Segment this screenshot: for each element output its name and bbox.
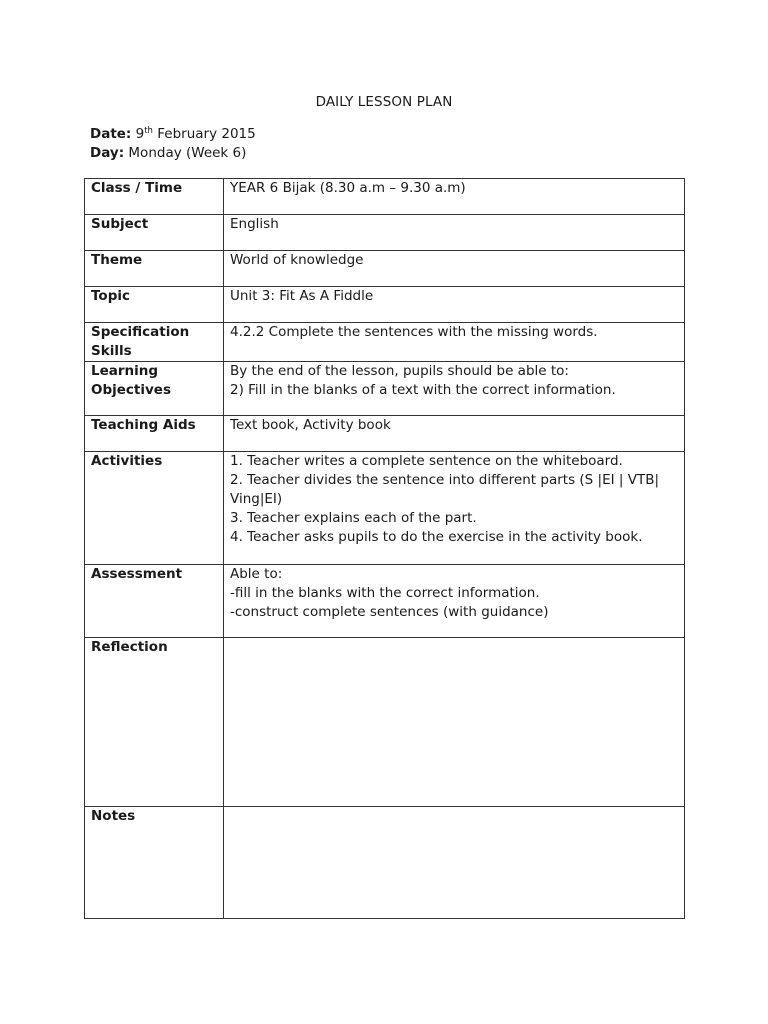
date-value: 9th February 2015 bbox=[135, 126, 256, 142]
label-learning-objectives: Learning Objectives bbox=[85, 362, 224, 416]
value-theme: World of knowledge bbox=[224, 251, 685, 287]
label-subject: Subject bbox=[85, 215, 224, 251]
value-subject: English bbox=[224, 215, 685, 251]
row-class-time bbox=[85, 179, 685, 215]
label-notes: Notes bbox=[85, 807, 224, 919]
value-activities: 1. Teacher writes a complete sentence on the whiteboard. 2. Teacher divides the sentence into different parts (S |EI | VTB| Ving|EI) 3. Teacher explains each of the part. 4. Teacher asks pupils to do the exercise in the activity book. bbox=[224, 452, 685, 565]
row-assessment bbox=[85, 565, 685, 638]
row-specification-skills bbox=[85, 323, 685, 362]
date-line bbox=[90, 125, 256, 144]
row-activities bbox=[85, 452, 685, 565]
row-topic bbox=[85, 287, 685, 323]
day-value: Monday (Week 6) bbox=[128, 145, 247, 161]
row-subject bbox=[85, 215, 685, 251]
label-assessment: Assessment bbox=[85, 565, 224, 638]
row-reflection bbox=[85, 638, 685, 807]
value-class-time: YEAR 6 Bijak (8.30 a.m – 9.30 a.m) bbox=[224, 179, 685, 215]
value-topic: Unit 3: Fit As A Fiddle bbox=[224, 287, 685, 323]
day-label: Day: bbox=[90, 145, 125, 161]
row-theme bbox=[85, 251, 685, 287]
label-class-time: Class / Time bbox=[85, 179, 224, 215]
date-label: Date: bbox=[90, 126, 132, 142]
label-reflection: Reflection bbox=[85, 638, 224, 807]
label-activities: Activities bbox=[85, 452, 224, 565]
row-notes bbox=[85, 807, 685, 919]
lesson-plan-table bbox=[84, 178, 685, 919]
row-teaching-aids bbox=[85, 416, 685, 452]
value-teaching-aids: Text book, Activity book bbox=[224, 416, 685, 452]
value-learning-objectives: By the end of the lesson, pupils should be able to: 2) Fill in the blanks of a text with the correct information. bbox=[224, 362, 685, 416]
label-theme: Theme bbox=[85, 251, 224, 287]
value-specification-skills: 4.2.2 Complete the sentences with the missing words. bbox=[224, 323, 685, 362]
value-reflection bbox=[224, 638, 685, 807]
label-topic: Topic bbox=[85, 287, 224, 323]
day-line bbox=[90, 144, 246, 163]
value-notes bbox=[224, 807, 685, 919]
document-title: DAILY LESSON PLAN bbox=[315, 94, 453, 110]
label-specification-skills: Specification Skills bbox=[85, 323, 224, 362]
row-learning-objectives bbox=[85, 362, 685, 416]
label-teaching-aids: Teaching Aids bbox=[85, 416, 224, 452]
value-assessment: Able to: -fill in the blanks with the correct information. -construct complete sentences (with guidance) bbox=[224, 565, 685, 638]
